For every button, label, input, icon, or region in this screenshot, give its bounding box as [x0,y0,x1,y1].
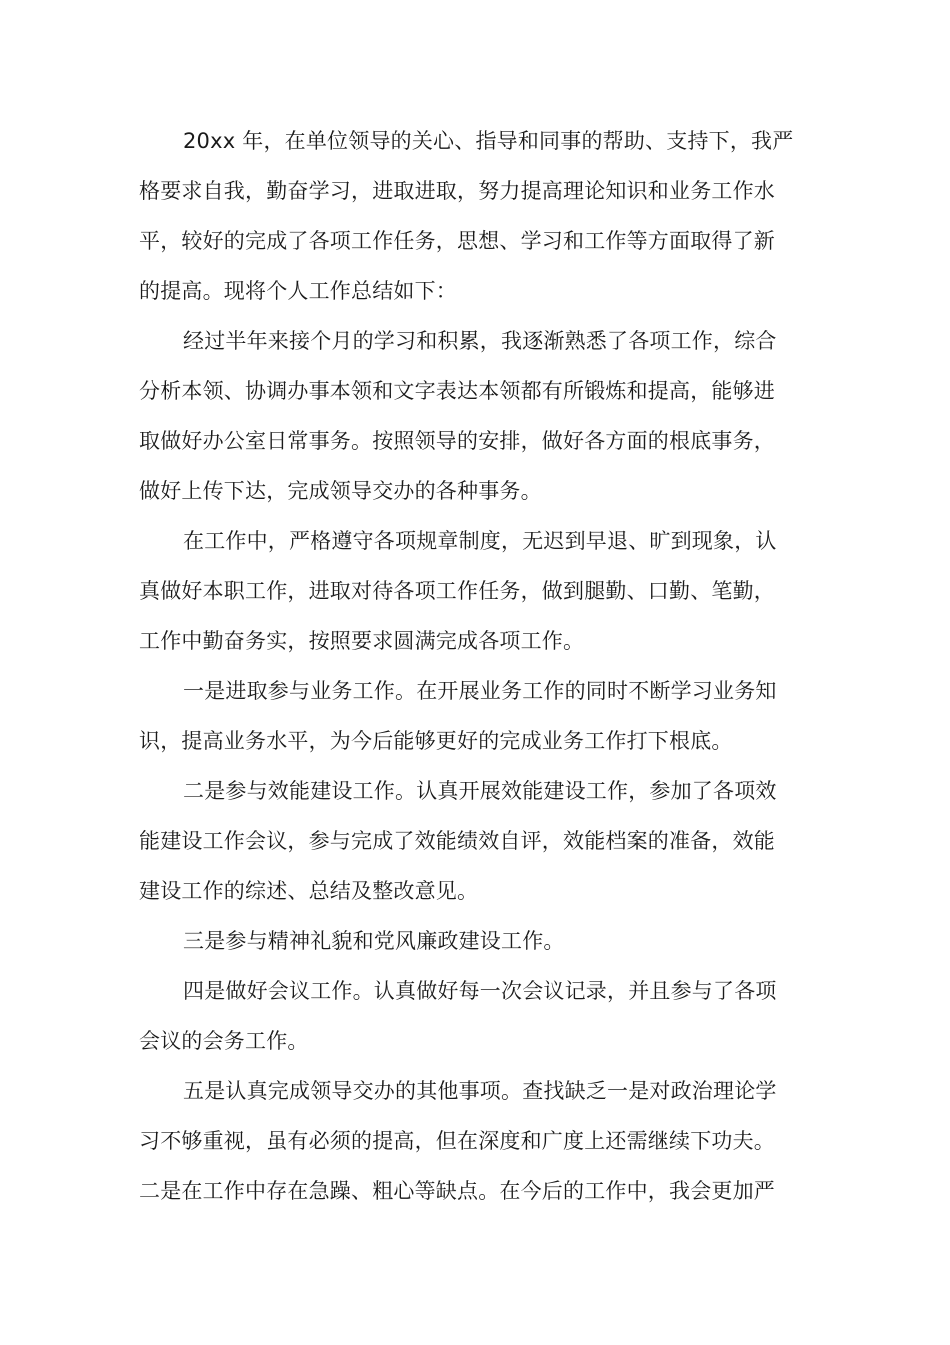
text-line: 会议的会务工作。 [139,1029,309,1053]
text-line: 工作中勤奋务实，按照要求圆满完成各项工作。 [139,629,585,653]
text-line: 二是在工作中存在急躁、粗心等缺点。在今后的工作中，我会更加严 [139,1179,775,1203]
text-line: 格要求自我，勤奋学习，进取进取，努力提高理论知识和业务工作水 [139,179,775,203]
text-line: 在工作中，严格遵守各项规章制度，无迟到早退、旷到现象，认 [183,529,777,553]
text-line: 四是做好会议工作。认真做好每一次会议记录，并且参与了各项 [183,979,777,1003]
text-line: 真做好本职工作，进取对待各项工作任务，做到腿勤、口勤、笔勤， [139,579,775,603]
text-line: 20xx 年，在单位领导的关心、指导和同事的帮助、支持下，我严 [183,129,794,153]
paragraph-item-two [139,766,779,916]
paragraph-discipline [139,516,779,666]
text-line: 一是进取参与业务工作。在开展业务工作的同时不断学习业务知 [183,679,777,703]
text-line: 三是参与精神礼貌和党风廉政建设工作。 [183,929,565,953]
text-line: 能建设工作会议，参与完成了效能绩效自评，效能档案的准备，效能 [139,829,775,853]
text-line: 识，提高业务水平，为今后能够更好的完成业务工作打下根底。 [139,729,733,753]
text-line: 建设工作的综述、总结及整改意见。 [139,879,479,903]
text-line: 取做好办公室日常事务。按照领导的安排，做好各方面的根底事务， [139,429,775,453]
paragraph-half-year [139,316,779,516]
text-line: 二是参与效能建设工作。认真开展效能建设工作，参加了各项效 [183,779,777,803]
text-line: 经过半年来接个月的学习和积累，我逐渐熟悉了各项工作，综合 [183,329,777,353]
paragraph-item-three [139,916,779,966]
paragraph-item-one [139,666,779,766]
text-line: 的提高。现将个人工作总结如下： [139,279,457,303]
text-line: 分析本领、协调办事本领和文字表达本领都有所锻炼和提高，能够进 [139,379,775,403]
text-line: 五是认真完成领导交办的其他事项。查找缺乏一是对政治理论学 [183,1079,777,1103]
text-line: 做好上传下达，完成领导交办的各种事务。 [139,479,542,503]
text-line: 习不够重视，虽有必须的提高，但在深度和广度上还需继续下功夫。 [139,1129,775,1153]
paragraph-intro [139,116,794,316]
text-line: 平，较好的完成了各项工作任务，思想、学习和工作等方面取得了新 [139,229,775,253]
paragraph-item-four [139,966,779,1066]
paragraph-item-five [139,1066,779,1216]
